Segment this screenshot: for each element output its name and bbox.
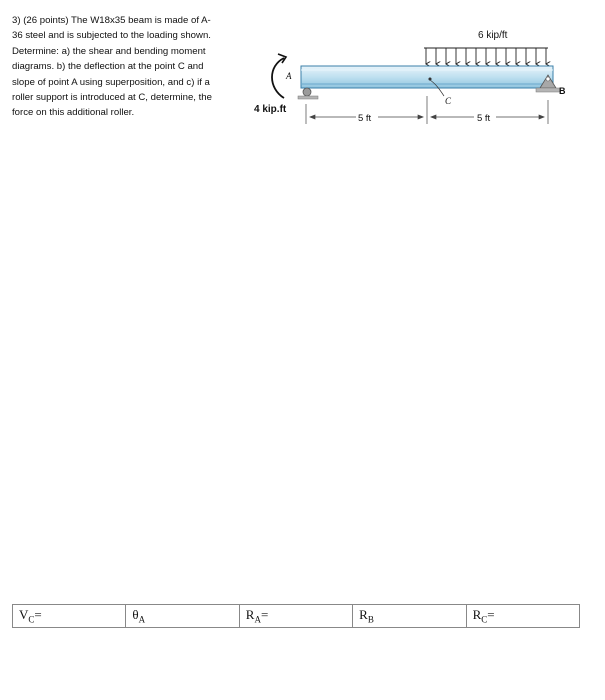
answer-subscript: A (254, 614, 261, 625)
moment-label: 4 kip.ft (254, 104, 287, 115)
answer-subscript: C (28, 614, 35, 625)
span-left-label: 5 ft (358, 113, 372, 124)
moment-arrow (272, 54, 286, 98)
dimension-lines (306, 96, 548, 124)
distributed-load-label: 6 kip/ft (478, 30, 508, 41)
point-b-label: B (559, 86, 566, 96)
problem-line: 36 steel and is subjected to the loading shown. (12, 30, 211, 42)
answer-cell-ra[interactable] (239, 605, 352, 628)
problem-line: roller support is introduced at C, determine, the (12, 92, 212, 104)
span-right-label: 5 ft (477, 113, 491, 124)
answer-cell-rb[interactable] (353, 605, 466, 628)
answer-suffix: = (487, 607, 495, 623)
problem-line: force on this additional roller. (12, 107, 135, 119)
answer-symbol: V (19, 607, 29, 623)
problem-line: diagrams. b) the deflection at the point C and (12, 61, 204, 73)
answer-symbol: θ (132, 607, 139, 623)
answer-suffix: = (34, 607, 42, 623)
answer-symbol: R (245, 607, 255, 623)
answer-symbol: R (359, 607, 368, 623)
problem-line: Determine: a) the shear and bending moment (12, 45, 206, 57)
problem-line: 3) (26 points) The W18x35 beam is made of A- (12, 15, 211, 26)
point-c-label: C (445, 96, 452, 106)
answer-cell-theta-a[interactable] (126, 605, 239, 628)
problem-line: slope of point A using superposition, and c) if a (12, 76, 210, 88)
answer-subscript: B (367, 614, 374, 625)
answer-cell-rc[interactable] (466, 605, 579, 628)
answer-symbol: R (472, 607, 482, 623)
distributed-load-arrows (424, 48, 548, 64)
point-a-label: A (286, 71, 292, 81)
answer-subscript: C (481, 614, 488, 625)
answer-table (12, 604, 580, 628)
answer-cell-vc[interactable] (13, 605, 126, 628)
answer-subscript: A (138, 614, 146, 625)
beam-figure (0, 0, 605, 160)
answer-suffix: = (260, 607, 269, 623)
roller-support-a (298, 88, 318, 99)
beam (301, 66, 553, 88)
answer-row (13, 605, 580, 628)
